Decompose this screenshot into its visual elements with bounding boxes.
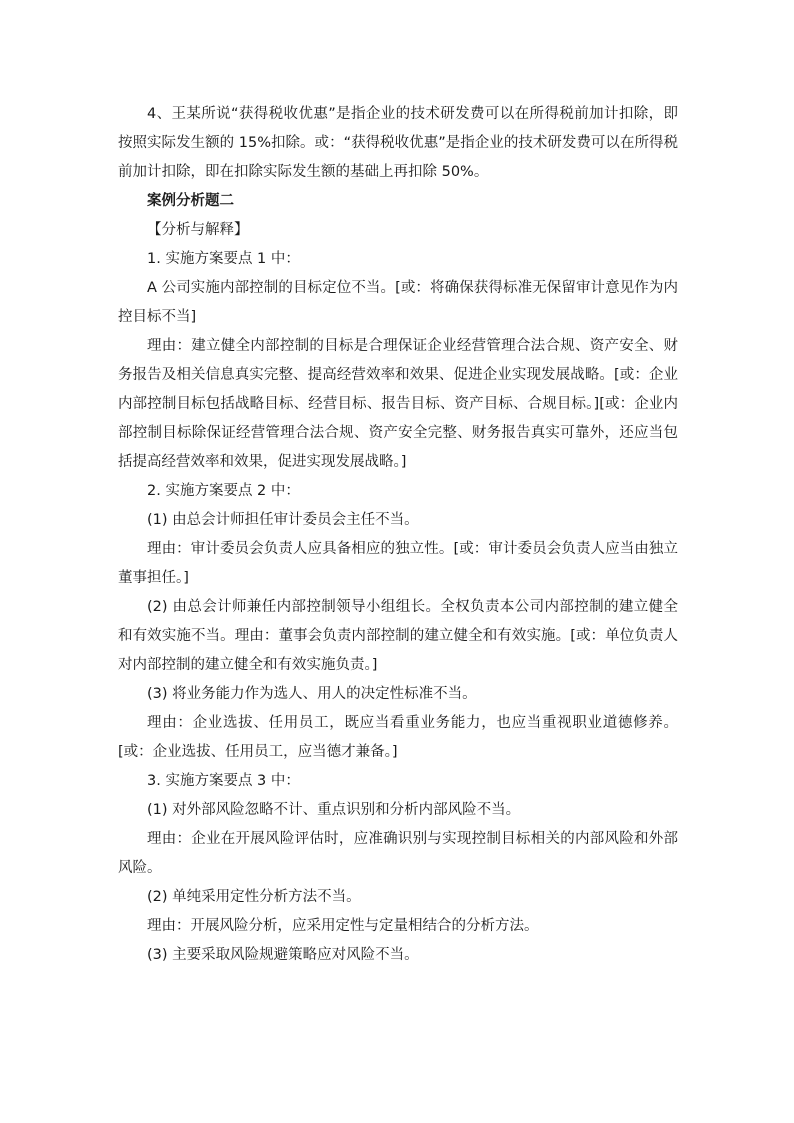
point1-title: 1. 实施方案要点 1 中： (147, 251, 300, 267)
point1-issue: A 公司实施内部控制的目标定位不当。[或：将确保获得标准无保留审计意见作为内控目标不当] (118, 280, 678, 325)
point2-item1: (1) 由总会计师担任审计委员会主任不当。 (147, 512, 419, 528)
point3-item2-reason: 理由：开展风险分析，应采用定性与定量相结合的分析方法。 (147, 918, 539, 934)
point3-title: 3. 实施方案要点 3 中： (147, 773, 300, 789)
point3-item1-reason: 理由：企业在开展风险评估时，应准确识别与实现控制目标相关的内部风险和外部风险。 (118, 831, 678, 876)
document-body (118, 100, 678, 970)
section-title-case2: 案例分析题二 (147, 193, 234, 209)
point2-item3-reason: 理由：企业选拔、任用员工，既应当看重业务能力，也应当重视职业道德修养。[或：企业选拔、任用员工，应当德才兼备。] (118, 715, 678, 760)
point2-item1-reason: 理由：审计委员会负责人应具备相应的独立性。[或：审计委员会负责人应当由独立董事担任。] (118, 541, 678, 586)
point2-item2: (2) 由总会计师兼任内部控制领导小组组长。全权负责本公司内部控制的建立健全和有效实施不当。理由：董事会负责内部控制的建立健全和有效实施。[或：单位负责人对内部控制的建立健全和有效实施负责。] (118, 599, 678, 673)
point3-item3: (3) 主要采取风险规避策略应对风险不当。 (147, 947, 419, 963)
subsection-title-analysis: 【分析与解释】 (147, 222, 249, 238)
paragraph-tax-incentive: 4、王某所说“获得税收优惠”是指企业的技术研发费可以在所得税前加计扣除，即按照实际发生额的 15%扣除。或：“获得税收优惠”是指企业的技术研发费可以在所得税前加计扣除，即在扣除实际发生额的基础上再扣除 50%。 (118, 106, 678, 180)
point3-item2: (2) 单纯采用定性分析方法不当。 (147, 889, 361, 905)
point1-reason: 理由：建立健全内部控制的目标是合理保证企业经营管理合法合规、资产安全、财务报告及相关信息真实完整、提高经营效率和效果、促进企业实现发展战略。[或：企业内部控制目标包括战略目标、经营目标、报告目标、资产目标、合规目标。][或：企业内部控制目标除保证经营管理合法合规、资产安全完整、财务报告真实可靠外，还应当包括提高经营效率和效果，促进实现发展战略。] (118, 338, 678, 470)
point3-item1: (1) 对外部风险忽略不计、重点识别和分析内部风险不当。 (147, 802, 521, 818)
point2-title: 2. 实施方案要点 2 中： (147, 483, 300, 499)
point2-item3: (3) 将业务能力作为选人、用人的决定性标准不当。 (147, 686, 477, 702)
